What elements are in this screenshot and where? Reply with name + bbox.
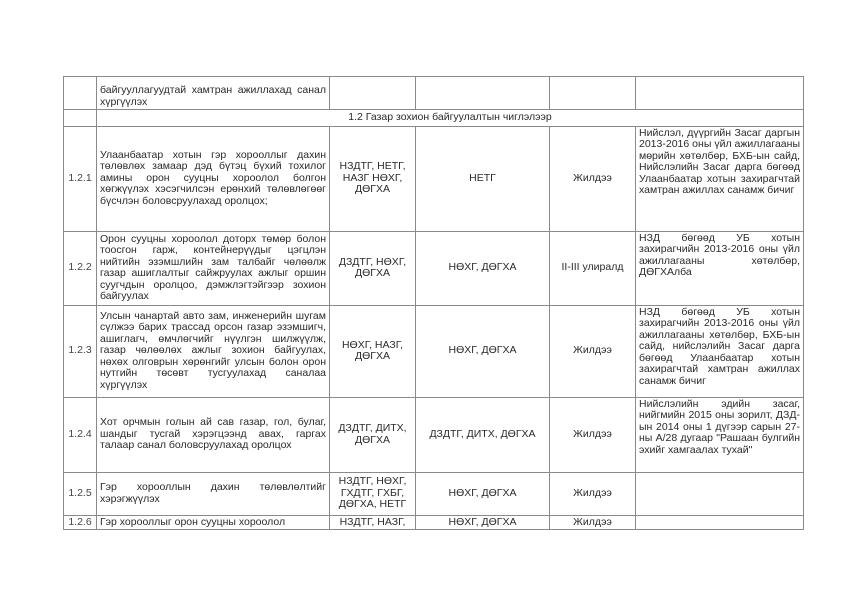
task-description: Орон сууцны хороолол доторх төмөр болон тоосгон гарж, контейнерүүдыг цэгцлэн нийтийн эзэмшлийн зам талбайг чөлөөлж газар ашиглалтыг сайжруулах ажлыг оршин суугчдын оролцоо, дэмжлэгтэйгээр зохион байгуулах bbox=[97, 231, 330, 305]
row-number: 1.2.4 bbox=[64, 397, 97, 472]
row-number: 1.2.5 bbox=[64, 472, 97, 515]
task-description: Улаанбаатар хотын гэр хорооллыг дахин төлөвлөх замаар дэд бүтэц бүхий тохилог амины орон сууцны хороолол болгон хөгжүүлэх хэсэгчилсэн ерөнхий төлөвлөгөөг бүсчлэн боловсруулахад оролцох; bbox=[97, 126, 330, 231]
task-description: Гэр хорооллын дахин төлөвлөлтийг хэрэгжүүлэх bbox=[97, 472, 330, 515]
row-number: 1.2.1 bbox=[64, 126, 97, 231]
task-description: Гэр хорооллыг орон сууцны хороолол bbox=[97, 515, 330, 530]
partner-units: НӨХГ, ДӨГХА bbox=[416, 305, 550, 397]
reference-note bbox=[636, 472, 804, 515]
responsible-units: НЗДТГ, НЕТГ, НАЗГ НӨХГ, ДӨГХА bbox=[330, 126, 416, 231]
partner-units: НЕТГ bbox=[416, 126, 550, 231]
table-row bbox=[64, 397, 804, 472]
reference-note: НЗД бөгөөд УБ хотын захирагчийн 2013-2016 оны үйл ажиллагааны хөтөлбөр, БХБ-ын сайд, нийслэлийн Засаг дарга бөгөөд Улаанбаатар хотын захирагчтай хамтран ажиллах санамж бичиг bbox=[636, 305, 804, 397]
partner-units: НӨХГ, ДӨГХА bbox=[416, 231, 550, 305]
table-row bbox=[64, 126, 804, 231]
responsible-units: ДЗДТГ, НӨХГ, ДӨГХА bbox=[330, 231, 416, 305]
reference-note: Нийслэлийн эдийн засаг, нийгмийн 2015 оны зорилт, ДЗД-ын 2014 оны 1 дүгээр сарын 27-ны А/28 дугаар "Рашаан булгийн эхийг хамгаалах тухай" bbox=[636, 397, 804, 472]
responsible-units: НЗДТГ, НӨХГ, ГХДТГ, ГХБГ, ДӨГХА, НЕТГ bbox=[330, 472, 416, 515]
plan-table bbox=[63, 76, 804, 530]
reference-note bbox=[636, 515, 804, 530]
section-title: 1.2 Газар зохион байгуулалтын чиглэлээр bbox=[97, 110, 804, 127]
table-row bbox=[64, 305, 804, 397]
deadline: Жилдээ bbox=[550, 472, 636, 515]
responsible-units: НЗДТГ, НАЗГ, bbox=[330, 515, 416, 530]
reference-note: НЗД бөгөөд УБ хотын захирагчийн 2013-2016 оны үйл ажиллагааны хөтөлбөр, ДӨГХАлба bbox=[636, 231, 804, 305]
task-description: Улсын чанартай авто зам, инженерийн шугам сүлжээ барих трассад орсон газар эзэмшигч, ашиглагч, өмчлөгчийг нүүлгэн шилжүүлж, газар чөлөөлөх ажлыг зохион байгуулах, нөхөх олговрын хөрөнгийг улсын болон орон нутгийн төсөвт тусгуулахад саналаа хүргүүлэх bbox=[97, 305, 330, 397]
deadline: Жилдээ bbox=[550, 126, 636, 231]
deadline: Жилдээ bbox=[550, 305, 636, 397]
row-number: 1.2.6 bbox=[64, 515, 97, 530]
deadline: Жилдээ bbox=[550, 397, 636, 472]
reference-note: Нийслэл, дүүргийн Засаг даргын 2013-2016 оны үйл ажиллагааны мөрийн хөтөлбөр, БХБ-ын сайд, Нийслэлийн Засаг дарга бөгөөд Улаанбаатар хотын захирагчтай хамтран ажиллах санамж бичиг bbox=[636, 126, 804, 231]
deadline: Жилдээ bbox=[550, 515, 636, 530]
row-number bbox=[64, 77, 97, 110]
deadline: II-III улиралд bbox=[550, 231, 636, 305]
partner-units: ДЗДТГ, ДИТХ, ДӨГХА bbox=[416, 397, 550, 472]
responsible-units: ДЗДТГ, ДИТХ, ДӨГХА bbox=[330, 397, 416, 472]
table-row bbox=[64, 77, 804, 110]
table-row bbox=[64, 472, 804, 515]
row-number: 1.2.2 bbox=[64, 231, 97, 305]
partner-units: НӨХГ, ДӨГХА bbox=[416, 472, 550, 515]
responsible-units: НӨХГ, НАЗГ, ДӨГХА bbox=[330, 305, 416, 397]
table-row bbox=[64, 231, 804, 305]
row-number: 1.2.3 bbox=[64, 305, 97, 397]
partner-units: НӨХГ, ДӨГХА bbox=[416, 515, 550, 530]
task-description: байгууллагуудтай хамтран ажиллахад санал хүргүүлэх bbox=[97, 77, 330, 110]
table-row bbox=[64, 515, 804, 530]
task-description: Хот орчмын голын ай сав газар, гол, булаг, шандыг тусгай хэрэгцээнд авах, гаргах талаар санал боловсруулахад оролцох bbox=[97, 397, 330, 472]
section-row bbox=[64, 110, 804, 127]
